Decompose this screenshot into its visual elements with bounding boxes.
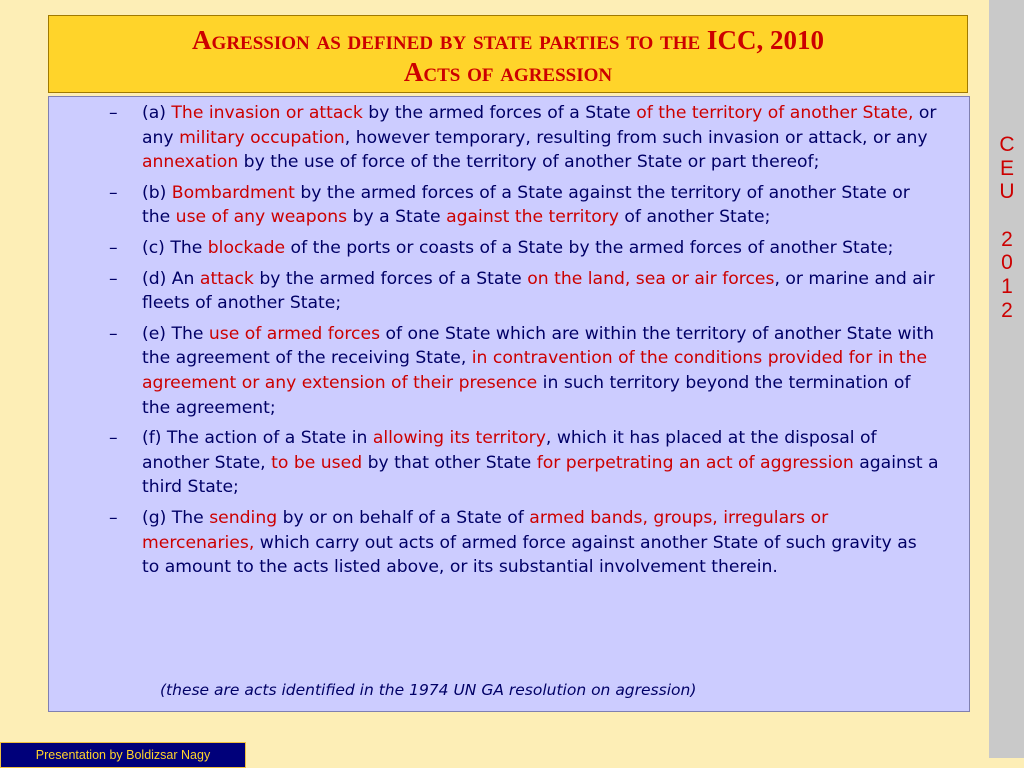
text-segment: use of any weapons bbox=[175, 207, 348, 228]
dash-bullet: – bbox=[109, 182, 118, 203]
text-segment: against a third State; bbox=[142, 452, 939, 498]
text-segment: , however temporary, resulting from such invasion or attack, or any bbox=[344, 127, 928, 148]
sidebar-letter: 0 bbox=[1001, 251, 1013, 275]
text-segment: by the armed forces of a State bbox=[362, 103, 637, 123]
slide-title bbox=[48, 15, 968, 93]
list-item bbox=[109, 506, 939, 580]
dash-bullet: – bbox=[109, 428, 118, 449]
text-segment: The invasion or attack bbox=[171, 103, 363, 123]
text-segment: to be used bbox=[271, 452, 363, 473]
text-segment: of the ports or coasts of a State by the armed forces of another State; bbox=[285, 237, 894, 258]
source-note: (these are acts identified in the 1974 UN GA resolution on agression) bbox=[160, 681, 697, 699]
list-item bbox=[109, 322, 939, 420]
text-segment: by the armed forces of a State against the territory of another State or the bbox=[142, 182, 910, 228]
text-segment: in contravention of the conditions provided for in the agreement or any extension of their presence bbox=[142, 348, 928, 393]
dash-bullet: – bbox=[109, 268, 118, 289]
sidebar-letter: U bbox=[999, 180, 1015, 204]
text-segment: allowing its territory bbox=[372, 428, 546, 449]
text-segment: (d) An bbox=[142, 268, 200, 289]
text-segment: which carry out acts of armed force against another State of such gravity as to amount to the acts listed above, or its substantial involvement therein. bbox=[142, 532, 917, 578]
text-segment: of the territory of another State, bbox=[636, 103, 914, 123]
text-segment: (b) bbox=[142, 182, 172, 203]
text-segment: (g) The bbox=[142, 507, 210, 528]
text-segment: , which it has placed at the disposal of another State, bbox=[142, 428, 877, 473]
text-segment: in such territory beyond the termination of the agreement; bbox=[142, 372, 911, 418]
list-item bbox=[109, 267, 939, 316]
text-segment: (a) bbox=[142, 103, 172, 123]
text-segment: (f) The action of a State in bbox=[142, 428, 373, 449]
text-segment: by the use of force of the territory of another State or part thereof; bbox=[238, 152, 820, 173]
text-segment: for perpetrating an act of aggression bbox=[536, 452, 854, 473]
text-segment: sending bbox=[209, 507, 278, 528]
text-segment: annexation bbox=[142, 152, 239, 173]
sidebar-letter: 2 bbox=[1001, 298, 1013, 322]
text-segment: of one State which are within the territory of another State with the agreement of the receiving State, bbox=[142, 323, 934, 369]
list-item bbox=[109, 181, 939, 230]
text-segment: against the territory bbox=[446, 207, 619, 228]
sidebar-letters bbox=[994, 133, 1020, 323]
list-item bbox=[109, 101, 939, 175]
list-item bbox=[109, 236, 939, 261]
sidebar-strip bbox=[989, 0, 1024, 758]
text-segment: on the land, sea or air forces bbox=[527, 268, 775, 289]
text-segment: attack bbox=[199, 268, 254, 289]
text-segment: of another State; bbox=[618, 207, 771, 228]
content-panel bbox=[48, 96, 970, 712]
sidebar-letter: C bbox=[999, 133, 1015, 156]
text-segment: military occupation bbox=[179, 127, 345, 148]
text-segment: by a State bbox=[347, 207, 447, 228]
text-segment: (c) The bbox=[142, 237, 208, 258]
dash-bullet: – bbox=[109, 237, 118, 258]
title-line-1: Agression as defined by state parties to the ICC, 2010 bbox=[192, 25, 824, 55]
text-segment: armed bands, groups, irregulars or mercenaries, bbox=[142, 507, 829, 553]
text-segment: , or marine and air fleets of another State; bbox=[142, 268, 935, 314]
sidebar-letter: 2 bbox=[1001, 227, 1013, 251]
list-item bbox=[109, 426, 939, 500]
dash-bullet: – bbox=[109, 323, 118, 344]
text-segment: blockade bbox=[207, 237, 286, 258]
text-segment: Bombardment bbox=[171, 182, 295, 203]
acts-list bbox=[109, 101, 939, 586]
sidebar-letter: 1 bbox=[1001, 275, 1013, 299]
text-segment: (e) The bbox=[142, 323, 209, 344]
dash-bullet: – bbox=[109, 507, 118, 528]
dash-bullet: – bbox=[109, 103, 118, 123]
sidebar-letter: E bbox=[999, 156, 1014, 180]
sidebar-letter bbox=[994, 204, 1020, 228]
text-segment: or any bbox=[142, 103, 937, 148]
presenter-footer: Presentation by Boldizsar Nagy bbox=[0, 742, 246, 768]
title-line-2: Acts of agression bbox=[403, 57, 613, 87]
text-segment: by or on behalf of a State of bbox=[277, 507, 530, 528]
text-segment: by that other State bbox=[362, 452, 537, 473]
text-segment: use of armed forces bbox=[208, 323, 381, 344]
text-segment: by the armed forces of a State bbox=[253, 268, 528, 289]
